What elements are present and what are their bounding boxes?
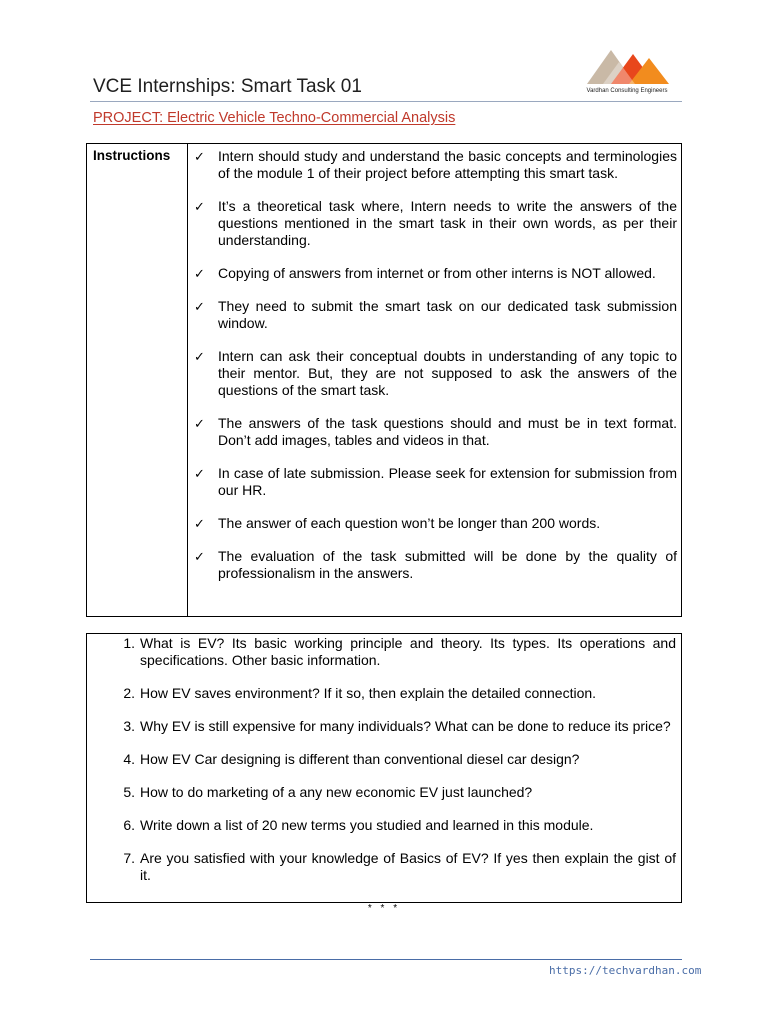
question-text: How EV saves environment? If it so, then explain the detailed connection. xyxy=(140,685,597,701)
end-mark: * * * xyxy=(367,903,401,914)
question-text: How to do marketing of a any new economic EV just launched? xyxy=(140,784,533,800)
question-item xyxy=(123,784,676,801)
instruction-item: ✓ In case of late submission. Please seek for extension for submission from our HR. xyxy=(194,465,677,498)
instruction-item: ✓ Intern can ask their conceptual doubts in understanding of any topic to their mentor. But, they are not supposed to ask the answers of the questions of the smart task. xyxy=(194,348,677,398)
question-text: What is EV? Its basic working principle and theory. Its types. Its operations and specifications. Other basic information. xyxy=(140,635,676,668)
question-item xyxy=(123,751,676,768)
questions-list xyxy=(123,635,676,900)
instructions-label: Instructions xyxy=(93,148,171,163)
question-number: 7. xyxy=(123,850,135,866)
instruction-item: ✓ The answers of the task questions should and must be in text format. Don’t add images, tables and videos in that. xyxy=(194,415,677,448)
question-item xyxy=(123,685,676,702)
question-item xyxy=(123,850,676,884)
vardhan-logo xyxy=(581,44,673,100)
checkmark-icon: ✓ xyxy=(194,466,205,481)
checkmark-icon: ✓ xyxy=(194,299,205,314)
checkmark-icon: ✓ xyxy=(194,349,205,364)
checkmark-icon: ✓ xyxy=(194,549,205,564)
logo-caption: Vardhan Consulting Engineers xyxy=(586,88,668,94)
question-number: 1. xyxy=(123,635,135,651)
instruction-item: ✓ The evaluation of the task submitted will be done by the quality of professionalism in the answers. xyxy=(194,548,677,581)
question-text: Are you satisfied with your knowledge of Basics of EV? If yes then explain the gist of it. xyxy=(140,850,676,883)
question-item xyxy=(123,817,676,834)
question-number: 2. xyxy=(123,685,135,701)
question-text: How EV Car designing is different than conventional diesel car design? xyxy=(140,751,580,767)
questions-table xyxy=(86,633,682,903)
instructions-list xyxy=(194,148,677,598)
instruction-item: ✓ The answer of each question won’t be longer than 200 words. xyxy=(194,515,601,531)
checkmark-icon: ✓ xyxy=(194,199,205,214)
question-text: Why EV is still expensive for many individuals? What can be done to reduce its price? xyxy=(140,718,671,734)
footer-divider xyxy=(90,959,682,960)
checkmark-icon: ✓ xyxy=(194,149,205,164)
question-number: 6. xyxy=(123,817,135,833)
question-item xyxy=(123,718,676,735)
title-divider xyxy=(90,101,682,102)
checkmark-icon: ✓ xyxy=(194,516,205,531)
instructions-table xyxy=(86,143,682,617)
question-text: Write down a list of 20 new terms you studied and learned in this module. xyxy=(140,817,594,833)
instruction-item: ✓ Copying of answers from internet or from other interns is NOT allowed. xyxy=(194,265,656,281)
instruction-item: ✓ They need to submit the smart task on our dedicated task submission window. xyxy=(194,298,677,331)
project-heading: PROJECT: Electric Vehicle Techno-Commercial Analysis xyxy=(93,110,456,126)
question-number: 5. xyxy=(123,784,135,800)
instruction-item: ✓ Intern should study and understand the basic concepts and terminologies of the module 1 of their project before attempting this smart task. xyxy=(194,148,677,181)
checkmark-icon: ✓ xyxy=(194,416,205,431)
footer-link[interactable]: https://techvardhan.com xyxy=(549,964,702,977)
checkmark-icon: ✓ xyxy=(194,266,205,281)
question-number: 3. xyxy=(123,718,135,734)
instruction-item: ✓ It’s a theoretical task where, Intern needs to write the answers of the questions mentioned in the smart task in their own words, as per their understanding. xyxy=(194,198,677,248)
table-column-divider xyxy=(187,144,188,616)
logo-mountains-icon xyxy=(581,44,673,88)
page-title: VCE Internships: Smart Task 01 xyxy=(93,76,362,97)
question-number: 4. xyxy=(123,751,135,767)
question-item xyxy=(123,635,676,669)
